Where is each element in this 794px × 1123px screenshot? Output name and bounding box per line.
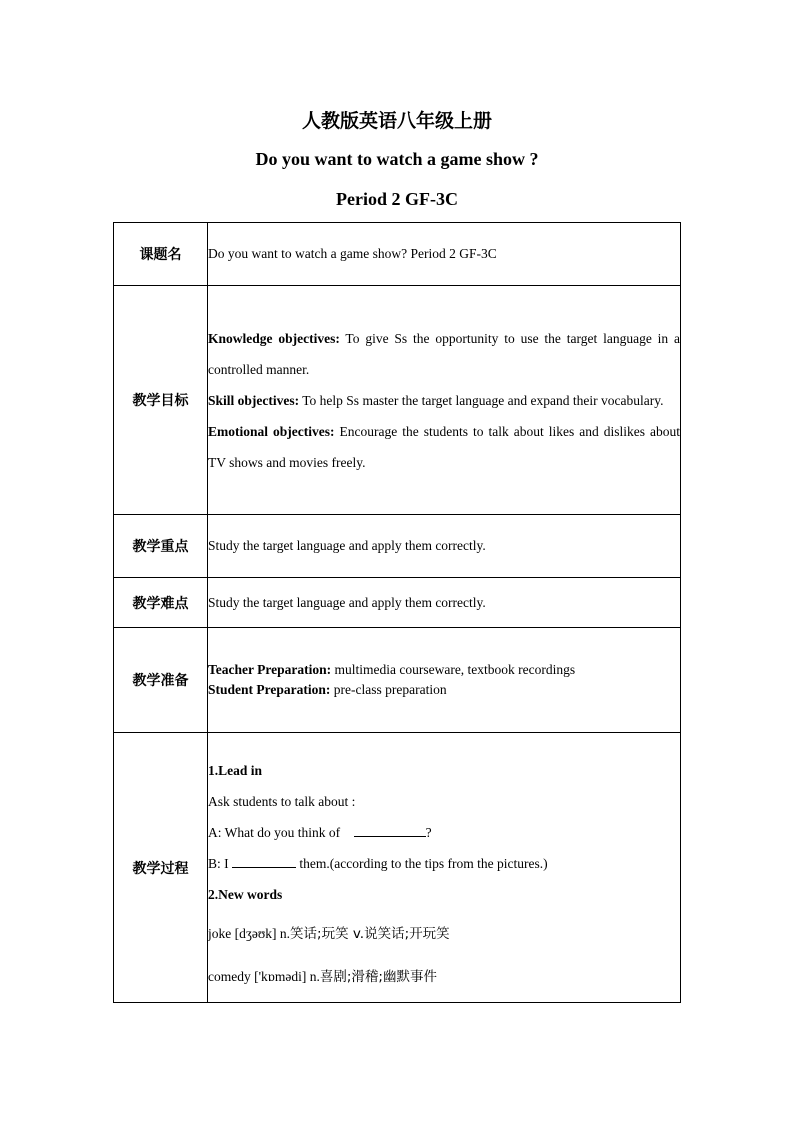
skill-objective	[208, 385, 680, 416]
process-body	[208, 733, 680, 993]
word-comedy	[208, 961, 680, 993]
row-difficult-points	[114, 578, 681, 628]
period-title: Period 2 GF-3C	[336, 189, 458, 209]
knowledge-objective	[208, 323, 680, 385]
key-points-label: 教学重点	[114, 515, 208, 578]
knowledge-objective-label: Knowledge objectives:	[208, 330, 340, 346]
word-comedy-zh: 喜剧;滑稽;幽默事件	[319, 969, 437, 985]
row-objectives	[114, 286, 681, 515]
emotional-objective	[208, 416, 680, 478]
dialog-a-suffix: ?	[425, 825, 432, 840]
difficult-points-value: Study the target language and apply them correctly.	[208, 578, 681, 628]
book-title: 人教版英语八年级上册	[301, 110, 492, 132]
preparation-content	[208, 628, 681, 733]
dialog-b	[208, 848, 680, 879]
student-preparation	[208, 680, 680, 700]
word-comedy-en: comedy ['kɒmədi] n.	[208, 969, 320, 984]
row-key-points	[114, 515, 681, 578]
dialog-a-prefix: A: What do you think of	[208, 825, 341, 840]
difficult-points-label: 教学难点	[114, 578, 208, 628]
step2-title-text: 2.New words	[208, 887, 283, 902]
dialog-b-suffix: them.(according to the tips from the pictures.)	[299, 856, 548, 871]
step2-title	[208, 879, 680, 910]
objectives-label: 教学目标	[114, 286, 208, 515]
topic-value: Do you want to watch a game show? Period 2 GF-3C	[208, 223, 681, 286]
dialog-b-prefix: B: I	[208, 856, 229, 871]
teacher-preparation-label: Teacher Preparation:	[208, 662, 332, 677]
row-process	[114, 733, 681, 1003]
step1-intro: Ask students to talk about :	[208, 794, 356, 809]
student-preparation-label: Student Preparation:	[208, 682, 331, 697]
row-topic	[114, 223, 681, 286]
dialog-b-blank	[232, 856, 296, 868]
preparation-label: 教学准备	[114, 628, 208, 733]
knowledge-objective-text: To give Ss the opportunity to use the target language in a controlled manner.	[208, 330, 680, 377]
topic-label: 课题名	[114, 223, 208, 286]
process-label: 教学过程	[114, 733, 208, 1003]
skill-objective-label: Skill objectives:	[208, 392, 300, 408]
step1-title	[208, 755, 680, 786]
dialog-a-blank	[354, 825, 426, 837]
student-preparation-text: pre-class preparation	[330, 682, 447, 697]
word-joke-zh: 笑话;玩笑 v.说笑话;开玩笑	[290, 926, 450, 942]
step1-title-text: 1.Lead in	[208, 763, 263, 778]
key-points-value: Study the target language and apply them correctly.	[208, 515, 681, 578]
objectives-content	[208, 286, 681, 515]
word-joke-en: joke [dʒəʊk] n.	[208, 926, 291, 941]
dialog-a	[208, 817, 680, 848]
lesson-plan-table	[113, 222, 681, 1003]
emotional-objective-label: Emotional objectives:	[208, 423, 335, 439]
teacher-preparation	[208, 660, 680, 680]
skill-objective-text: To help Ss master the target language and expand their vocabulary.	[299, 392, 664, 408]
word-joke	[208, 918, 680, 950]
emotional-objective-text: Encourage the students to talk about likes and dislikes about TV shows and movies freely.	[208, 423, 681, 470]
row-preparation	[114, 628, 681, 733]
teacher-preparation-text: multimedia courseware, textbook recordings	[331, 662, 576, 677]
process-content	[208, 733, 681, 1003]
unit-title: Do you want to watch a game show ?	[255, 149, 539, 169]
